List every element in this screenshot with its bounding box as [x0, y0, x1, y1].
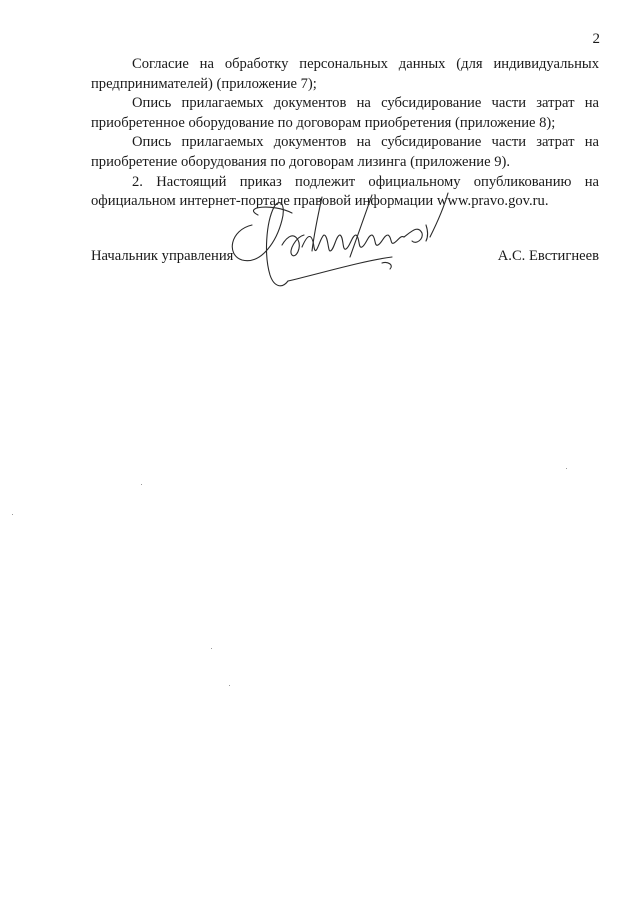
signatory-name: А.С. Евстигнеев [497, 248, 599, 264]
paragraph-consent: Согласие на обработку персональных данных (для индивидуальных предпринимателей) (приложение 7); [91, 56, 599, 92]
handwritten-signature [222, 185, 462, 295]
scan-speck [141, 484, 142, 485]
scan-speck [12, 514, 13, 515]
scan-speck [229, 685, 230, 686]
signatory-position: Начальник управления [91, 248, 234, 264]
scan-speck [211, 648, 212, 649]
paragraph-inventory-purchase: Опись прилагаемых документов на субсидирование части затрат на приобретенное оборудование по договорам приобретения (приложение 8); [91, 95, 599, 131]
paragraph-publication: 2. Настоящий приказ подлежит официальному опубликованию на официальном интернет-портале правовой информации www.pravo.gov.ru. [91, 173, 599, 210]
scan-speck [566, 468, 567, 469]
page-number: 2 [592, 31, 600, 47]
paragraph-inventory-leasing: Опись прилагаемых документов на субсидирование части затрат на приобретение оборудования по договорам лизинга (приложение 9). [91, 134, 599, 170]
